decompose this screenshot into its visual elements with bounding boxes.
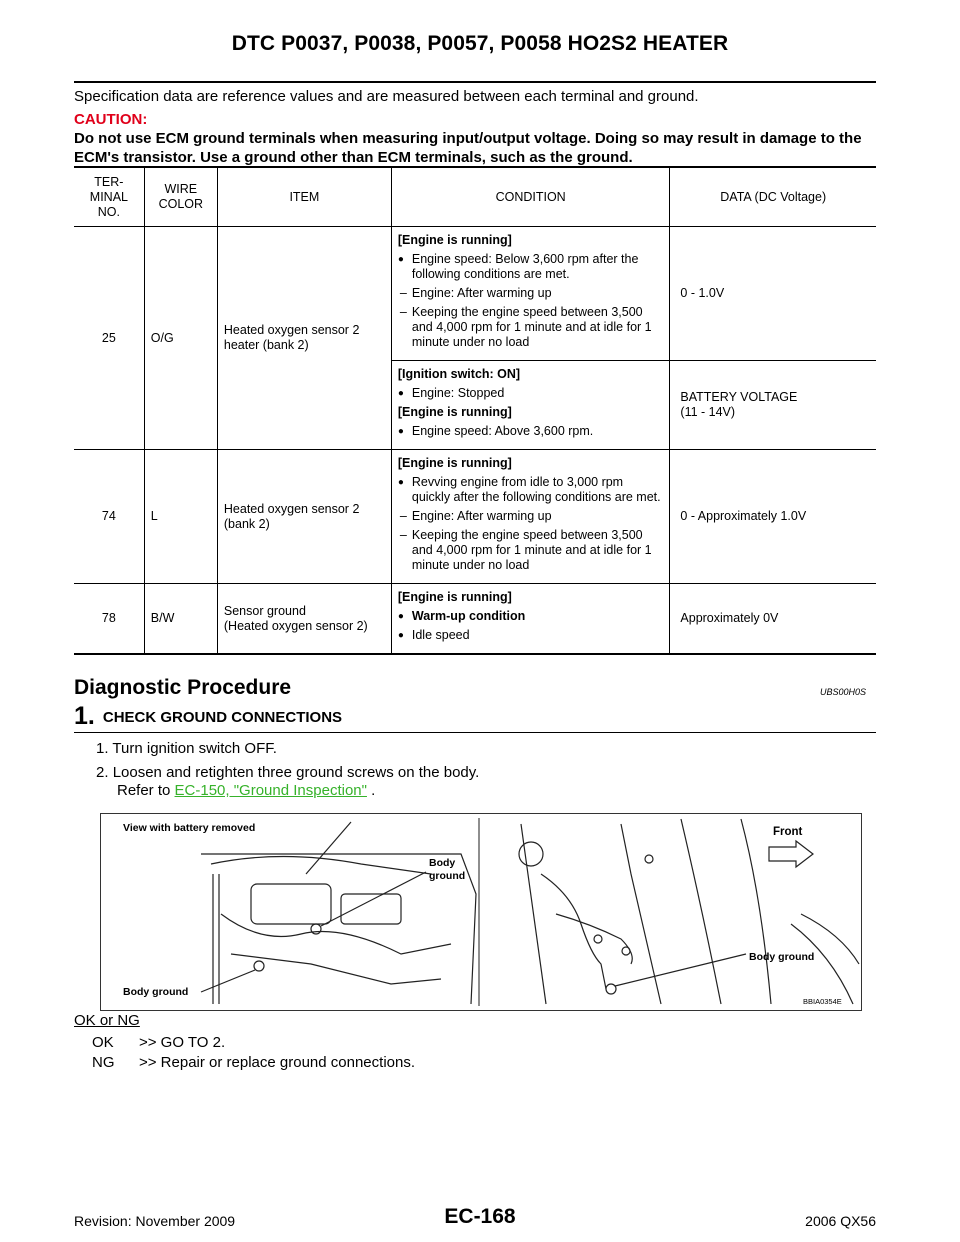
figure-id: BBIA0354E [803,997,842,1006]
body-ground-bolt-3 [606,984,616,994]
caution-body: Do not use ECM ground terminals when measuring input/output voltage. Doing so may result in damage to the ECM's transistor. Use a ground other than ECM terminals, such as the ground. [74,130,862,166]
ground-location-figure [100,813,862,1011]
footer-page-number: EC-168 [444,1205,516,1228]
condition-item: – Keeping the engine speed between 3,500 and 4,000 rpm for 1 minute and at idle for 1 minute under no load [398,528,664,573]
body-ground-bolt-1 [311,924,321,934]
list-item: 2. Loosen and retighten three ground screws on the body. [96,764,480,781]
page-title: DTC P0037, P0038, P0057, P0058 HO2S2 HEATER [231,32,729,55]
condition-cell [391,584,670,655]
data-voltage-cell: 0 - Approximately 1.0V [670,450,876,584]
section-code: UBS00H0S [820,687,867,697]
table-body [74,227,876,655]
table-row [74,227,876,361]
table-row [74,584,876,655]
step-heading [74,702,342,731]
wire-color-cell: L [144,450,217,584]
footer-revision: Revision: November 2009 [74,1213,236,1229]
terminal-spec-table [74,166,876,655]
condition-heading: [Engine is running] [397,590,512,604]
label-body-ground-b: ground [429,870,466,882]
refer-line: Refer to EC-150, "Ground Inspection" . [117,782,376,799]
data-voltage-cell: Approximately 0V [670,584,876,655]
condition-item: ● Engine speed: Below 3,600 rpm after the following conditions are met. [398,252,664,282]
column-header: CONDITION [391,167,670,227]
ground-diagram [101,814,861,1010]
condition-cell [391,450,670,584]
battery-cable [306,822,351,874]
data-voltage-cell: 0 - 1.0V [670,227,876,361]
condition-cell [391,361,670,450]
data-voltage-cell: BATTERY VOLTAGE (11 - 14V) [670,361,876,450]
condition-heading: [Engine is running] [397,233,512,247]
terminal-cell: 78 [74,584,144,655]
condition-item: – Engine: After warming up [398,509,664,524]
label-body-ground-right: Body ground [749,951,815,963]
label-view: View with battery removed [123,822,256,834]
item-cell: Sensor ground (Heated oxygen sensor 2) [217,584,391,655]
wire-color-cell: B/W [144,584,217,655]
label-body-ground-a: Body [429,857,456,869]
ok-ng-label: OK or NG [74,1012,140,1029]
condition-item: ● Idle speed [398,628,664,643]
intro-text: Specification data are reference values and are measured between each terminal and ground. [74,88,699,105]
result-ng: NG >> Repair or replace ground connections. [92,1054,416,1071]
condition-heading: [Engine is running] [397,456,512,470]
table-header-row [74,167,876,227]
result-ok: OK >> GO TO 2. [92,1034,226,1051]
terminal-cell: 74 [74,450,144,584]
label-front: Front [773,826,803,838]
item-cell: Heated oxygen sensor 2 heater (bank 2) [217,227,391,450]
ground-inspection-link[interactable]: EC-150, "Ground Inspection" [174,782,367,799]
condition-cell [391,227,670,361]
body-ground-bolt-2 [254,961,264,971]
caution-heading: CAUTION: [74,111,148,128]
front-arrow [769,841,813,867]
list-item: 1. Turn ignition switch OFF. [96,740,277,757]
condition-item: ● Warm-up condition [398,609,664,624]
item-cell: Heated oxygen sensor 2 (bank 2) [217,450,391,584]
label-body-ground-left: Body ground [123,986,189,998]
condition-item: ● Engine speed: Above 3,600 rpm. [398,424,664,439]
step-number: 1. [74,702,95,730]
condition-item: – Engine: After warming up [398,286,664,301]
footer-model: 2006 QX56 [805,1213,876,1229]
column-header: ITEM [217,167,391,227]
condition-item: – Keeping the engine speed between 3,500 and 4,000 rpm for 1 minute and at idle for 1 minute under no load [398,305,664,350]
column-header: WIRE COLOR [144,167,217,227]
title-rule [74,81,876,83]
column-header: TER- MINAL NO. [74,167,144,227]
terminal-cell: 25 [74,227,144,450]
section-title: Diagnostic Procedure [74,676,292,699]
step-title: CHECK GROUND CONNECTIONS [102,709,343,726]
condition-heading: [Engine is running] [397,405,512,419]
column-header: DATA (DC Voltage) [670,167,876,227]
condition-item: ● Revving engine from idle to 3,000 rpm quickly after the following conditions are met. [398,475,664,505]
wire-color-cell: O/G [144,227,217,450]
condition-item: ● Engine: Stopped [398,386,664,401]
step-rule [74,732,876,733]
battery-tray [251,884,331,924]
condition-heading: [Ignition switch: ON] [397,367,521,381]
table-row [74,450,876,584]
